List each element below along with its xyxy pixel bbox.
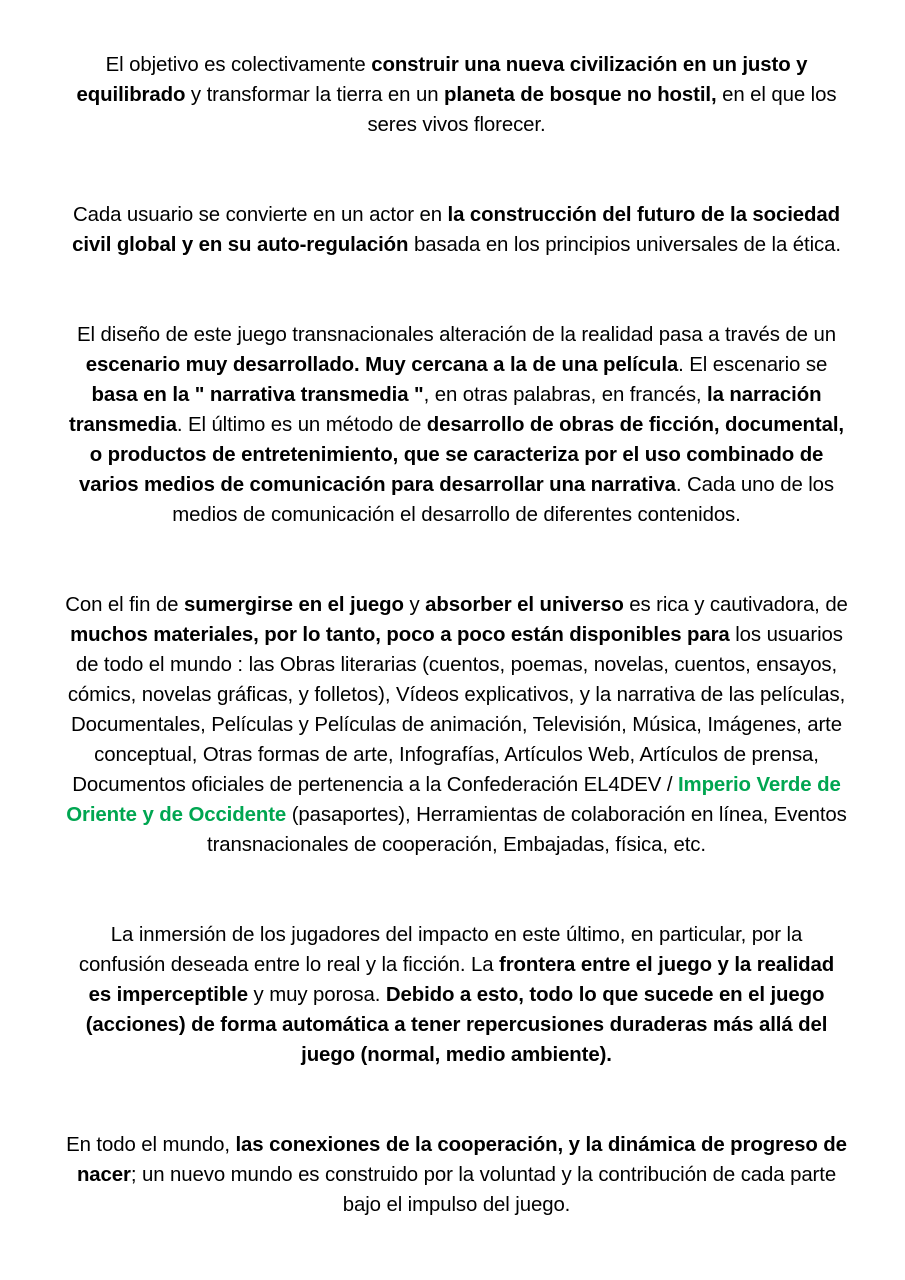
text-run: . Cada uno de los medios de comunicación el desarrollo de diferentes contenidos.: [172, 474, 835, 526]
text-run: , en otras palabras, en francés,: [423, 384, 708, 406]
text-run: El objetivo es colectivamente: [105, 54, 372, 76]
text-run-bold: la construcción del futuro de la sociedad civil global y en su auto-regulación: [72, 204, 840, 256]
text-run: es rica y cautivadora, de: [623, 594, 848, 616]
text-run-bold: las conexiones de la cooperación, y la dinámica de progreso de nacer: [76, 1134, 847, 1186]
text-run-bold: Debido a esto, todo lo que sucede en el juego (acciones) de forma automática a tener repercusiones duraderas más allá del juego (normal, medio ambiente).: [85, 984, 828, 1066]
text-run: los usuarios de todo el mundo : las Obras literarias (cuentos, poemas, novelas, cuentos, ensayos, cómics, novelas gráficas, y folletos), Vídeos explicativos, y la narrativa de las películas, Documentales, Películas y Películas de animación, Televisión, Música, Imágenes, arte conceptual, Otras formas de arte, Infografías, Artículos Web, Artículos de prensa, Documentos oficiales de pertenencia a la Confederación EL4DEV /: [67, 624, 846, 796]
text-run: En todo el mundo,: [66, 1134, 236, 1156]
text-run-bold: frontera entre el juego y la realidad es imperceptible: [88, 954, 835, 1006]
paragraph-5: [65, 920, 848, 1070]
text-run-bold: muchos materiales, por lo tanto, poco a poco están disponibles para: [70, 624, 730, 646]
text-run: Cada usuario se convierte en un actor en: [73, 204, 448, 226]
text-run-bold: la narración transmedia: [69, 384, 822, 436]
text-run: . El escenario se: [678, 354, 828, 376]
paragraph-3: [65, 320, 848, 530]
text-run: Con el fin de: [65, 594, 184, 616]
text-run-bold: absorber el universo: [425, 594, 624, 616]
document-body: [65, 50, 848, 1220]
text-run: y: [403, 594, 426, 616]
text-run: (pasaportes), Herramientas de colaboración en línea, Eventos transnacionales de cooperación, Embajadas, física, etc.: [207, 804, 847, 856]
text-run: basada en los principios universales de la ética.: [408, 234, 841, 256]
text-run: ; un nuevo mundo es construido por la voluntad y la contribución de cada parte bajo el impulso del juego.: [130, 1164, 837, 1216]
text-run: en el que los seres vivos florecer.: [367, 84, 837, 136]
paragraph-4: [65, 590, 848, 860]
text-run-bold: sumergirse en el juego: [183, 594, 404, 616]
paragraph-1: [65, 50, 848, 140]
text-run: . El último es un método de: [176, 414, 427, 436]
text-run: El diseño de este juego transnacionales alteración de la realidad pasa a través de un: [77, 324, 836, 346]
text-run-bold: desarrollo de obras de ficción, documental, o productos de entretenimiento, que se caracteriza por el uso combinado de varios medios de comunicación para desarrollar una narrativa: [78, 414, 844, 496]
text-run-bold: basa en la " narrativa transmedia ": [91, 384, 424, 406]
text-run-bold: escenario muy desarrollado. Muy cercana a la de una película: [85, 354, 679, 376]
paragraph-2: [65, 200, 848, 260]
text-run-highlight-green: Imperio Verde de Oriente y de Occidente: [66, 774, 841, 826]
text-run-bold: planeta de bosque no hostil,: [444, 84, 717, 106]
text-run: y muy porosa.: [247, 984, 386, 1006]
text-run: La inmersión de los jugadores del impacto en este último, en particular, por la confusión deseada entre lo real y la ficción. La: [78, 924, 803, 976]
paragraph-6: [65, 1130, 848, 1220]
text-run: y transformar la tierra en un: [185, 84, 445, 106]
text-run-bold: construir una nueva civilización en un justo y equilibrado: [76, 54, 808, 106]
